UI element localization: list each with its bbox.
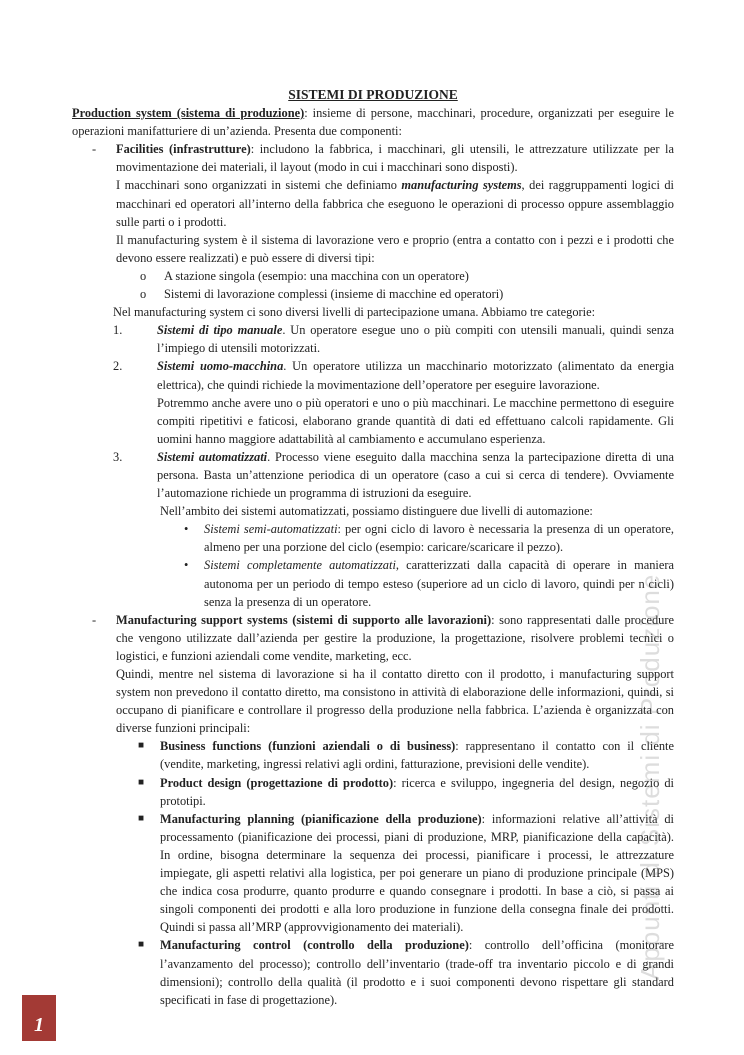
support-text: : sono rappresentati dalle procedure che vengono utilizzate dall’azienda per gestire la produzione, la progettazione, risolvere problemi tecnici o logistici, e funzioni aziendali come vendite, marketing, ecc.: [116, 612, 675, 663]
page-title: SISTEMI DI PRODUZIONE: [288, 87, 458, 102]
section-facilities: [72, 140, 674, 176]
intro-term: Production system (sistema di produzione): [72, 106, 305, 121]
square-marker: ■: [138, 812, 145, 824]
manufacturing-paragraph: Il manufacturing system è il sistema di lavorazione vero e proprio (entra a contatto con i pezzi e i prodotti che devono essere realizzati) e può essere di diversi tipi:: [116, 232, 674, 265]
category-term: Sistemi di tipo manuale: [157, 323, 283, 338]
function-text: : controllo dell’officina (monitorare l’avanzamento del processo); controllo dell’inventario (trade-off tra inventario piccolo e di grandi dimensioni); controllo della qualità (il prodotto e i suoi componenti devono rispettare gli standard specificati in fase di progettazione).: [160, 938, 674, 1007]
macchinari-text-a: I macchinari sono organizzati in sistemi che definiamo: [116, 178, 402, 193]
bullet-marker: •: [184, 558, 189, 573]
type-text: A stazione singola (esempio: una macchina con un operatore): [164, 268, 469, 283]
intro-paragraph: [72, 104, 674, 140]
facilities-text: : includono la fabbrica, i macchinari, gli utensili, le attrezzature utilizzate per la movimentazione dei materiali, il layout (modo in cui i macchinari sono disposti).: [116, 142, 674, 175]
support-term: Manufacturing support systems (sistemi di supporto alle lavorazioni): [116, 612, 492, 627]
level-term: Sistemi completamente automatizzati: [204, 558, 396, 573]
facilities-term: Facilities (infrastrutture): [116, 142, 251, 157]
square-marker: ■: [138, 740, 145, 752]
list-item: [72, 737, 674, 773]
bullet-marker: •: [184, 522, 189, 537]
circle-marker: o: [140, 268, 147, 283]
list-item: [72, 936, 674, 1008]
category-text: . Un operatore esegue uno o più compiti con utensili manuali, quindi senza l’impiego di utensili motorizzati.: [157, 323, 674, 356]
category-term: Sistemi automatizzati: [157, 449, 268, 464]
category-text: . Un operatore utilizza un macchinario motorizzato (alimentato da energia elettrica), che quindi richiede la movimentazione dell’operatore per eseguire lavorazione.: [157, 359, 674, 392]
section-support-systems: [72, 611, 674, 665]
macchinari-term: manufacturing systems: [401, 178, 522, 193]
macchinari-text-c: , dei raggruppamenti logici di macchinari ed operatori all’interno della fabbrica che eseguono le operazioni di processo oppure assemblaggio sulle parti o i prodotti.: [116, 178, 674, 229]
category-uomo-macchina: [72, 357, 674, 447]
document-page: [72, 86, 674, 1009]
intro-text: : insieme di persone, macchinari, procedure, organizzati per eseguire le operazioni manifatturiere di un’azienda. Presenta due componenti:: [72, 106, 674, 139]
function-term: Manufacturing control (controllo della produzione): [160, 938, 469, 953]
square-marker: ■: [138, 939, 145, 951]
category-manual: [72, 321, 674, 357]
ambito-paragraph: Nell’ambito dei sistemi automatizzati, possiamo distinguere due livelli di automazione:: [160, 504, 593, 519]
function-text: : ricerca e sviluppo, ingegneria del design, negozio di prototipi.: [160, 775, 674, 808]
list-item: [72, 810, 674, 937]
livelli-paragraph: Nel manufacturing system ci sono diversi livelli di partecipazione umana. Abbiamo tre categorie:: [113, 305, 596, 320]
function-text: : informazioni relative all’attività di processamento (pianificazione dei processi, piani di produzione, MRP, pianificazione della capacità). In ordine, bisogna determinare la sequenza dei processi, pianificare i processi, le attrezzature impiegate, gli aspetti relativi alla logistica, per poi generare un piano di produzione principale (MPS) che indica cosa produrre, quanto produrre e quando consegnare i prodotti. In base a ciò, si passa ai singoli componenti dei prodotti e alla loro produzione in funzione della consegna finale dei prodotti. Quindi si passa all’MRP (approvvigionamento dei materiali).: [160, 811, 674, 935]
list-item: [72, 556, 674, 610]
dash-marker: -: [92, 612, 97, 627]
category-text: . Processo viene eseguito dalla macchina senza la partecipazione diretta di una persona. Basta un’attenzione periodica di un operatore (caso a cui si cerca di tendere). Ovviamente l’automazione richiede un programma di istruzioni da eseguire.: [157, 449, 674, 501]
list-item: [72, 774, 674, 810]
category-automatizzati: [72, 448, 674, 502]
watermark: Appunti di Sistemi di Produzione: [635, 573, 665, 980]
level-text: : per ogni ciclo di lavoro è necessaria la presenza di un operatore, almeno per una porzione del ciclo (esempio: caricare/scaricare il pezzo).: [204, 522, 674, 555]
function-term: Product design (progettazione di prodotto): [160, 775, 394, 790]
list-item: [72, 267, 674, 285]
dash-marker: -: [92, 142, 97, 157]
circle-marker: o: [140, 287, 147, 302]
macchinari-paragraph: [72, 176, 674, 230]
function-term: Manufacturing planning (pianificazione della produzione): [160, 811, 482, 826]
list-item: [72, 520, 674, 556]
number-marker: 3.: [113, 449, 123, 464]
page-number: 1: [22, 995, 56, 1041]
function-term: Business functions (funzioni aziendali o di business): [160, 739, 456, 754]
category-extra: Potremmo anche avere uno o più operatori e uno o più macchinari. Le macchine permettono di eseguire compiti ripetitivi e faticosi, elaborano grande quantità di dati ed effettuano calcoli rapidamente. Gli uomini hanno maggiore adattabilità al cambiamento e accumulano esperienza.: [157, 395, 674, 446]
level-text: , caratterizzati dalla capacità di operare in maniera autonoma per un periodo di tempo esteso (superiore ad un ciclo di lavoro, quindi per n cicli) senza la presenza di un operatore.: [204, 558, 674, 609]
square-marker: ■: [138, 776, 145, 788]
level-term: Sistemi semi-automatizzati: [204, 522, 338, 537]
number-marker: 1.: [113, 323, 123, 338]
category-term: Sistemi uomo-macchina: [157, 359, 284, 374]
quindi-paragraph: Quindi, mentre nel sistema di lavorazione si ha il contatto diretto con il prodotto, i manufacturing support system non prevedono il contatto diretto, ma consistono in attività di elaborazione delle informazioni, quindi, si occupano di pianificare e controllare il progresso della produzione nella fabbrica. L’azienda è organizzata con diverse funzioni principali:: [116, 667, 674, 736]
type-text: Sistemi di lavorazione complessi (insieme di macchine ed operatori): [164, 287, 504, 302]
number-marker: 2.: [113, 359, 123, 374]
function-text: : rappresentano il contatto con il cliente (vendite, marketing, ingressi relativi agli ordini, fatturazione, previsioni delle vendite).: [160, 739, 674, 772]
list-item: [72, 285, 674, 303]
